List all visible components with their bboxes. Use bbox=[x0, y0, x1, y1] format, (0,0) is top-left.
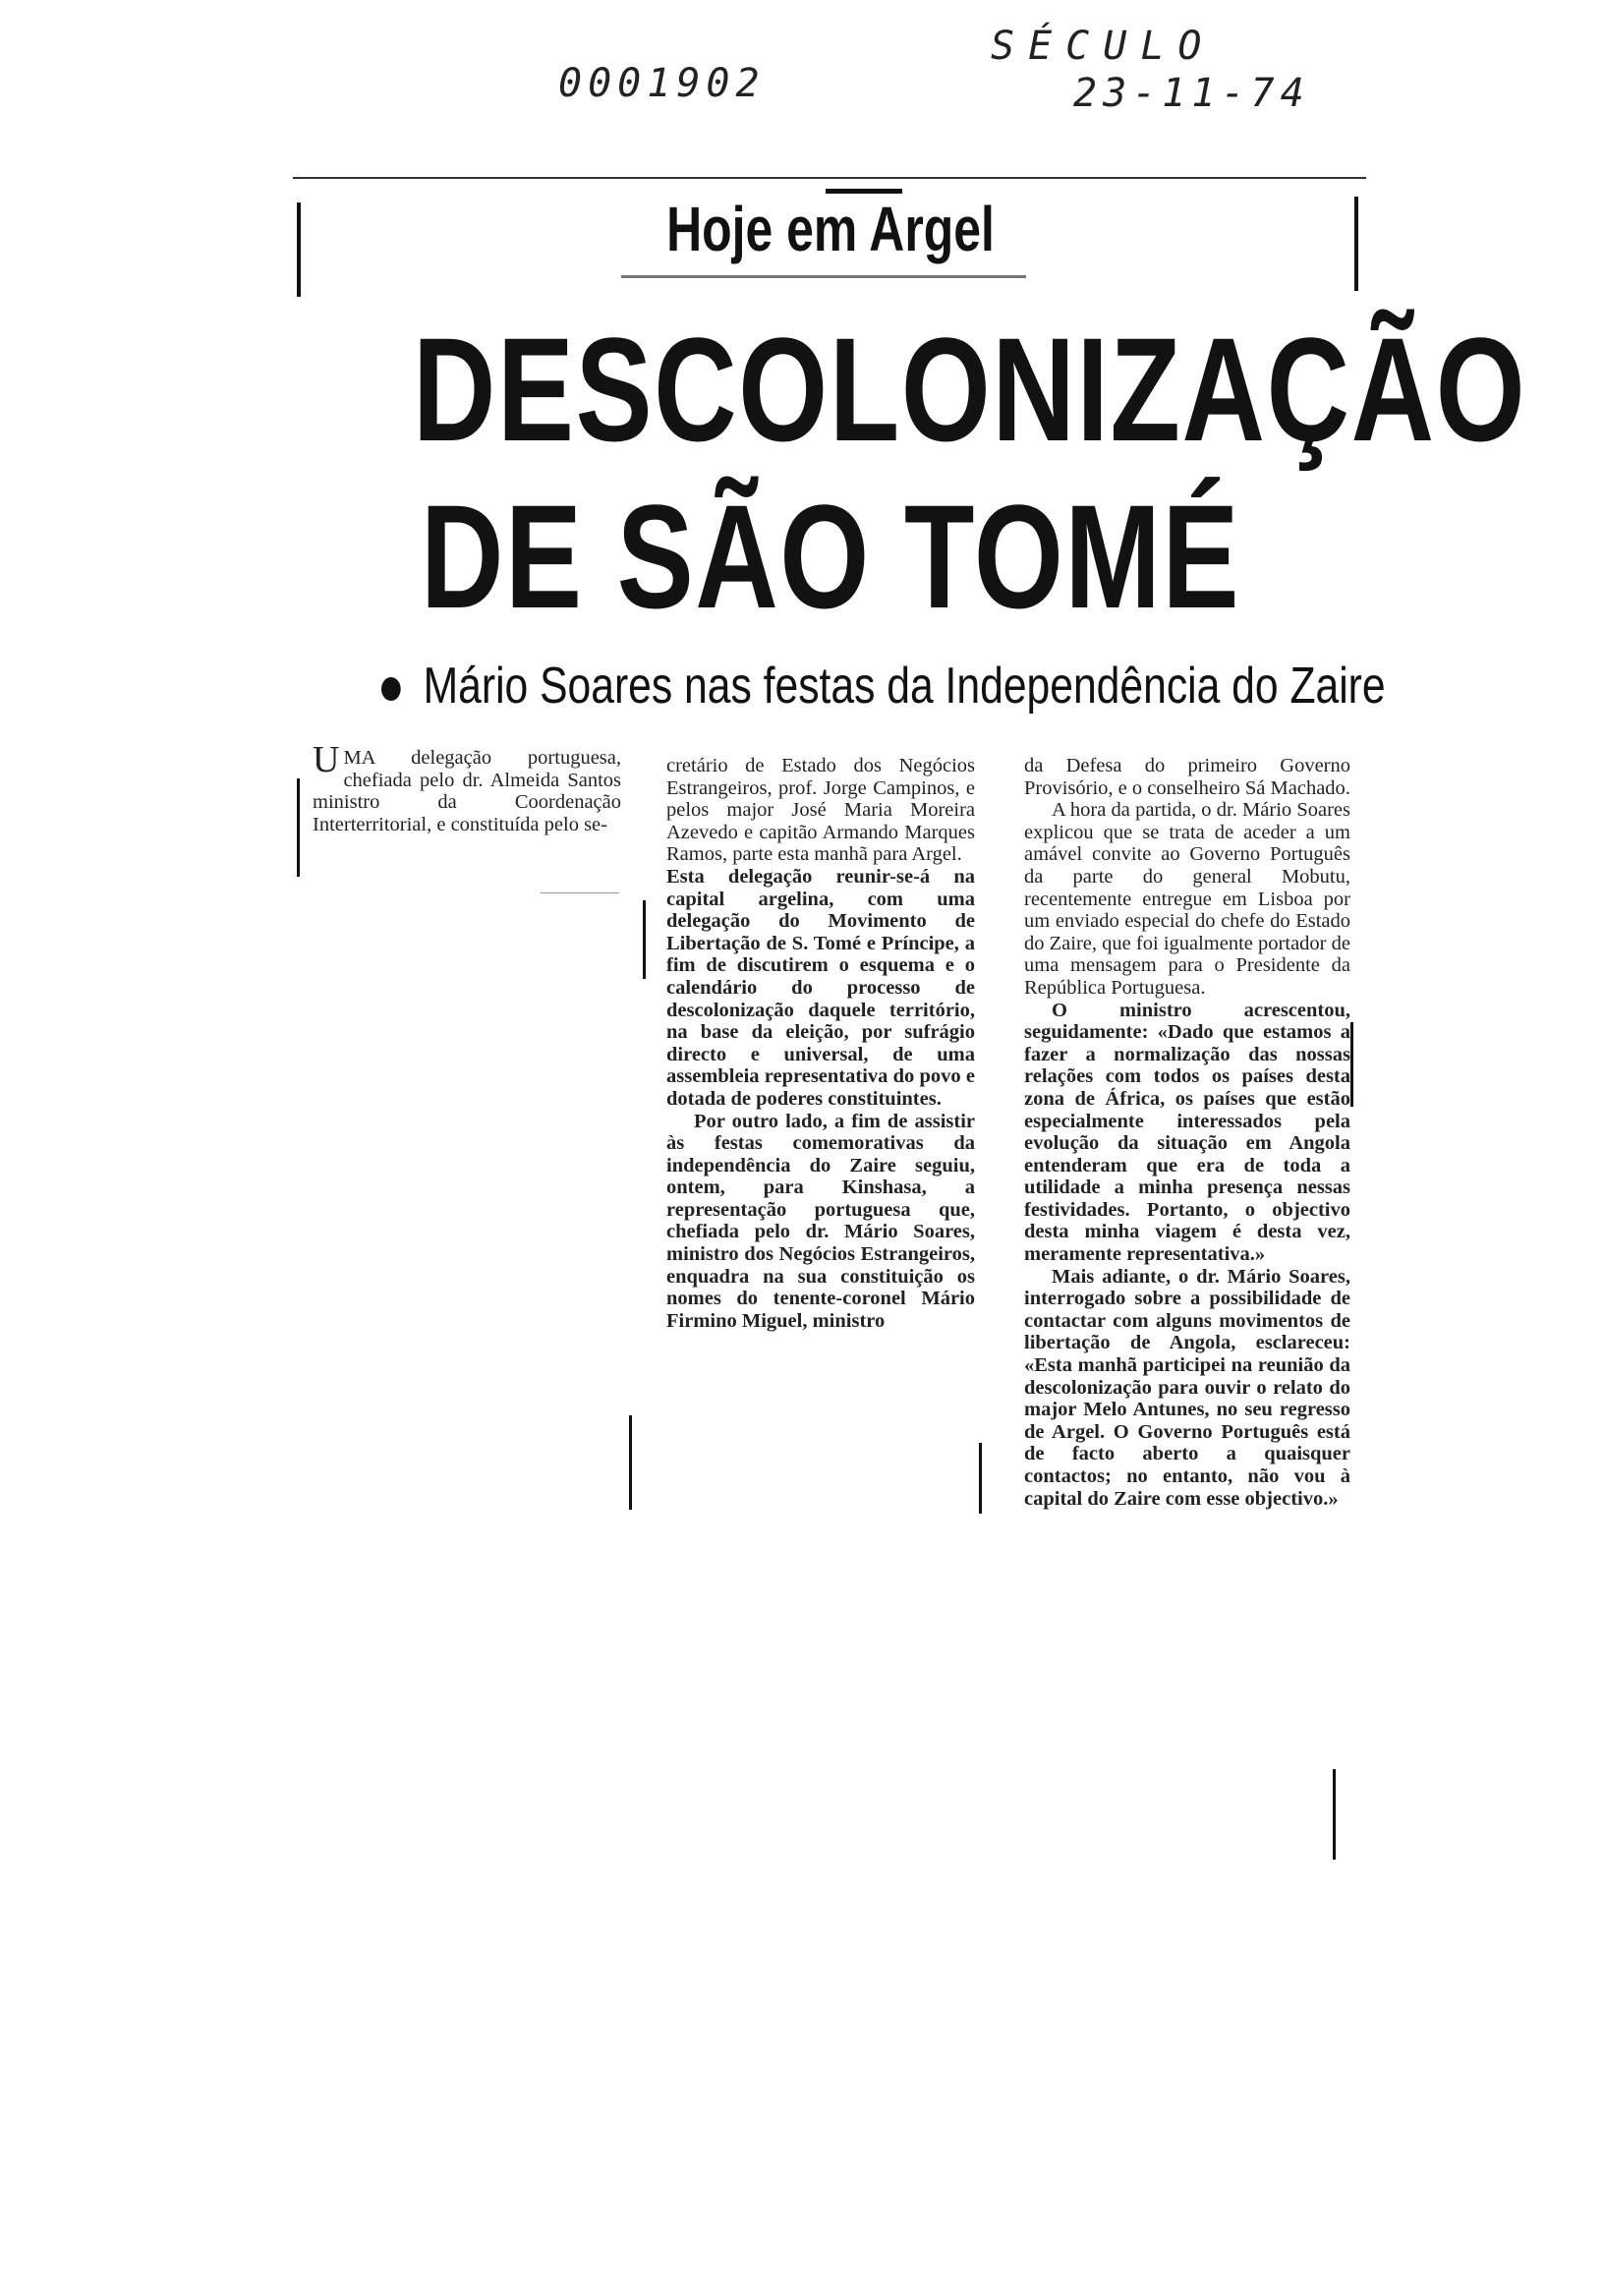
drop-cap: U bbox=[313, 739, 340, 780]
handwritten-newspaper-name: SÉCULO bbox=[991, 24, 1216, 69]
bullet-icon bbox=[381, 677, 401, 701]
kicker: Hoje em Argel bbox=[666, 194, 995, 264]
article-column-1 bbox=[313, 739, 621, 835]
paragraph bbox=[313, 739, 621, 835]
col3-right-bar bbox=[1350, 1022, 1353, 1107]
paragraph: Mais adiante, o dr. Mário Soares, interrogado sobre a possibilidade de contactar com alguns movimentos de libertação de Angola, esclareceu: «Esta manhã participei na reunião da descolonização para ouvir o relato do major Melo Antunes, no seu regresso de Argel. O Governo Português está de facto aberto a quaisquer contactos; no entanto, não vou à capital do Zaire com esse objectivo.» bbox=[1024, 1265, 1350, 1510]
paragraph: Esta delegação reunir-se-á na capital argelina, com uma delegação do Movimento de Libertação de S. Tomé e Príncipe, a fim de discutirem o esquema e o calendário do processo de descolonização daquele território, na base da eleição, por sufrágio directo e universal, de uma assembleia representativa do povo e dotada de poderes constituintes. bbox=[666, 865, 975, 1110]
col2-margin-bar-lower bbox=[629, 1415, 632, 1510]
article-column-2 bbox=[666, 755, 975, 1332]
handwritten-archive-number: 0001902 bbox=[558, 61, 766, 106]
left-frame-bar bbox=[297, 202, 301, 297]
right-frame-bar bbox=[1354, 197, 1358, 291]
paragraph: Por outro lado, a fim de assistir às festas comemorativas da independência do Zaire seguiu, ontem, para Kinshasa, a representação portuguesa que, chefiada pelo dr. Mário Soares, ministro dos Negócios Estrangeiros, enquadra na sua constituição os nomes do tenente-coronel Mário Firmino Miguel, ministro bbox=[666, 1110, 975, 1332]
subheadline-text: Mário Soares nas festas da Independência do Zaire bbox=[423, 658, 1386, 715]
paragraph: O ministro acrescentou, seguidamente: «Dado que estamos a fazer a normalização das nossas relações com todos os países desta zona de África, os países que estão especialmente interessados pela evolução da situação em Angola entenderam que era de toda a utilidade a minha presença nessas festividades. Portanto, o objectivo desta minha viagem é desta vez, meramente representativa.» bbox=[1024, 999, 1350, 1266]
headline-line-2: DE SÃO TOMÉ bbox=[420, 474, 1241, 639]
paragraph: A hora da partida, o dr. Mário Soares explicou que se trata de aceder a um amável convite ao Governo Português da parte do general Mobutu, recentemente entregue em Lisboa por um enviado especial do chefe do Estado do Zaire, que foi igualmente portador de uma mensagem para o Presidente da República Portuguesa. bbox=[1024, 799, 1350, 999]
kicker-underline bbox=[621, 275, 1026, 278]
column-rule bbox=[541, 892, 619, 893]
top-rule bbox=[293, 177, 1366, 179]
headline-line-1: DESCOLONIZAÇÃO bbox=[412, 307, 1527, 472]
paragraph: cretário de Estado dos Negócios Estrangeiros, prof. Jorge Campinos, e pelos major José Maria Moreira Azevedo e capitão Armando Marques Ramos, parte esta manhã para Argel. bbox=[666, 755, 975, 866]
handwritten-date: 23-11-74 bbox=[1073, 71, 1310, 116]
article-column-3 bbox=[1024, 755, 1350, 1510]
paragraph: da Defesa do primeiro Governo Provisório, e o conselheiro Sá Machado. bbox=[1024, 755, 1350, 799]
paragraph-text: MA delegação portuguesa, chefiada pelo dr. Almeida Santos ministro da Coordenação Interterritorial, e constituída pelo se- bbox=[313, 747, 621, 835]
subheadline bbox=[381, 657, 1386, 716]
col1-margin-bar bbox=[297, 778, 300, 877]
col2-right-bar bbox=[979, 1443, 982, 1514]
col3-right-bar-lower bbox=[1333, 1769, 1336, 1860]
col2-margin-bar bbox=[643, 900, 646, 979]
